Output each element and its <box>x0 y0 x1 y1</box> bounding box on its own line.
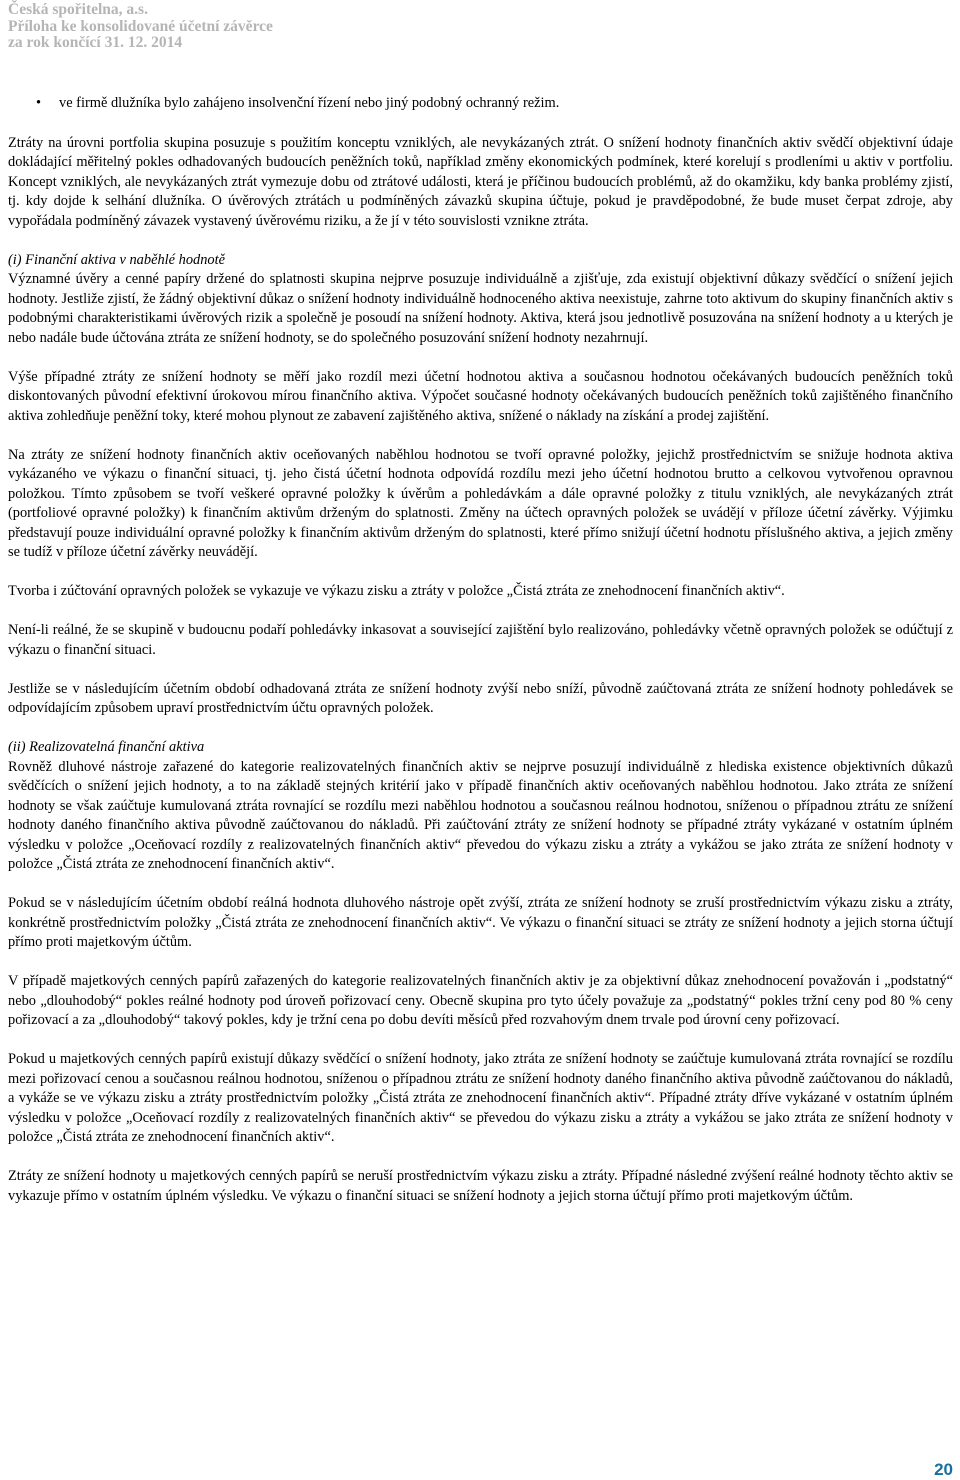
document-body <box>8 94 953 1226</box>
bullet-text: ve firmě dlužníka bylo zahájeno insolvenční řízení nebo jiný podobný ochranný režim. <box>59 95 560 111</box>
paragraph-debt-reversal: Pokud se v následujícím účetním období reálná hodnota dluhového nástroje opět zvýší, ztráta ze snížení hodnoty se zruší prostřednictvím výkazu zisku a ztráty, konkrétně prostřednictvím položky „Čistá ztráta ze znehodnocení finančních aktiv“. Ve výkazu o finanční situaci se ztráty ze snížení hodnoty a jejich storna účtují přímo proti majetkovým účtům. <box>8 895 953 950</box>
section-heading-available-for-sale: (ii) Realizovatelná finanční aktiva <box>8 739 205 755</box>
header-company-name: Česká spořitelna, a.s. <box>8 1 148 18</box>
paragraph-equity-impairment: Pokud u majetkových cenných papírů existují důkazy svědčící o snížení hodnoty, jako ztráta ze snížení hodnoty se zaúčtuje kumulovaná ztráta rovnající se rozdílu mezi pořizovací cenou a současnou reálnou hodnotou, sníženou o případnou ztrátu ze snížení hodnoty daného finančního aktiva původně zaúčtovanou do nákladů, a vykáže se ve výkazu zisku a ztráty prostřednictvím položky „Čistá ztráta ze znehodnocení finančních aktiv“. Případné ztráty dříve vykázané v ostatním úplném výsledku v položce „Oceňovací rozdíly z realizovatelných finančních aktiv“ se převedou do výkazu zisku a ztráty a vykážou se jako ztráta ze snížení hodnoty v položce „Čistá ztráta ze znehodnocení finančních aktiv“. <box>8 1051 953 1145</box>
header-document-title: Příloha ke konsolidované účetní závěrce <box>8 17 273 35</box>
paragraph-portfolio-losses: Ztráty na úrovni portfolia skupina posuzuje s použitím konceptu vzniklých, ale nevykázaných ztrát. O snížení hodnoty finančních aktiv svědčí objektivní údaje dokládající měřitelný pokles odhadovaných budoucích peněžních toků, například změny ekonomických podmínek, které korelují s prodleními u aktiv v portfoliu. Koncept vzniklých, ale nevykázaných ztrát vymezuje dobu od ztrátové události, která je příčinou budoucích problémů, až do okamžiku, kdy banka problémy zjistí, tj. kdy dojde k selhání dlužníka. O úvěrových ztrátách u podmíněných závazků skupina účtuje, pokud je pravděpodobné, že bude muset čerpat zdroje, aby vypořádala podmíněný závazek vystavený úvěrovému riziku, a že jí v této souvislosti vznikne ztráta. <box>8 134 953 229</box>
paragraph-debt-instruments: Rovněž dluhové nástroje zařazené do kategorie realizovatelných finančních aktiv se nejprve posuzují individuálně z hlediska existence objektivních důkazů svědčících o snížení jejich hodnoty, a to na základě stejných kritérií jako v případě finančních aktiv oceňovaných naběhlou hodnotou. Jako ztráta ze snížení hodnoty se však zaúčtuje kumulovaná ztráta rovnající se rozdílu mezi naběhlou hodnotou a současnou reálnou hodnotou, sníženou o případnou ztrátu ze snížení hodnoty daného finančního aktiva původně zaúčtovanou do nákladů. Při zaúčtování ztráty ze snížení hodnoty se případné ztráty vykázané v ostatním úplném výsledku v položce „Oceňovací rozdíly z realizovatelných finančních aktiv“ převedou do výkazu zisku a ztráty a vykážou se jako ztráta ze snížení hodnoty v položce „Čistá ztráta ze znehodnocení finančních aktiv“. <box>8 758 953 872</box>
paragraph-loss-measurement: Výše případné ztráty ze snížení hodnoty se měří jako rozdíl mezi účetní hodnotou aktiva a současnou hodnotou očekávaných budoucích peněžních toků diskontovaných původní efektivní úrokovou mírou finančního aktiva. Výpočet současné hodnoty očekávaných budoucích peněžních toků zajištěného finančního aktiva zohledňuje peněžní toky, které mohou plynout ze zabavení zajištěného aktiva, snížené o náklady na získání a prodej zajištění. <box>8 368 953 424</box>
paragraph-individual-assessment: Významné úvěry a cenné papíry držené do splatnosti skupina nejprve posuzuje individuálně a zjišťuje, zda existují objektivní důkazy svědčící o snížení jejich hodnoty. Jestliže zjistí, že žádný objektivní důkaz o snížení hodnoty individuálně hodnoceného aktiva neexistuje, zahrne toto aktivum do skupiny finančních aktiv s podobnými charakteristikami úvěrových rizik a společně je posoudí na snížení hodnoty. Aktiva, která jsou jednotlivě posuzována na snížení hodnoty a u kterých je nebo nadále bude účtována ztráta ze snížení hodnoty, se do společného posuzování snížení hodnoty nezahrnují. <box>8 271 953 346</box>
paragraph-equity-no-reversal: Ztráty ze snížení hodnoty u majetkových cenných papírů se neruší prostřednictvím výkazu zisku a ztráty. Případné následné zvýšení reálné hodnoty těchto aktiv se vykazuje přímo v ostatním úplném výsledku. Ve výkazu o finanční situaci se snížení hodnoty a jejich storna účtují přímo proti majetkovým účtům. <box>8 1168 953 1204</box>
section-heading-amortized-cost: (i) Finanční aktiva v naběhlé hodnotě <box>8 251 225 268</box>
header-period: za rok končící 31. 12. 2014 <box>8 34 183 51</box>
page-number: 20 <box>934 1460 953 1479</box>
document-header <box>8 2 273 52</box>
paragraph-allowances: Na ztráty ze snížení hodnoty finančních aktiv oceňovaných naběhlou hodnotou se tvoří opravné položky, jejichž prostřednictvím se snižuje hodnota aktiva vykázaného ve výkazu o finanční situaci, tj. jeho čistá účetní hodnota odpovídá rozdílu mezi jeho účetní hodnotou brutto a celkovou vytvořenou opravnou položkou. Tímto způsobem se tvoří veškeré opravné položky k úvěrům a pohledávkám a dále opravné položky z titulu vzniklých, ale nevykázaných ztrát (portfoliové opravné položky) k finančním aktivům drženým do splatnosti. Změny na účtech opravných položek se uvádějí v příloze účetní závěrky. Výjimku představují pouze individuální opravné položky k finančním aktivům drženým do splatnosti, které přímo snižují účetní hodnotu příslušného aktiva, a jejich změny se tudíž v příloze účetní závěrky neuvádějí. <box>8 446 953 560</box>
paragraph-equity-evidence: V případě majetkových cenných papírů zařazených do kategorie realizovatelných finančních aktiv je za objektivní důkaz znehodnocení považován i „podstatný“ nebo „dlouhodobý“ pokles reálné hodnoty pod úroveň pořizovací ceny. Obecně skupina pro tyto účely považuje za „podstatný“ pokles tržní ceny pod 80 % ceny pořizovací a za „dlouhodobý“ takový pokles, kdy je tržní cena po dobu devíti měsíců před rozvahovým dnem trvale pod úrovní ceny pořizovací. <box>8 973 953 1028</box>
section-amortized-cost <box>8 251 953 349</box>
paragraph-allowance-reporting: Tvorba i zúčtování opravných položek se vykazuje ve výkazu zisku a ztráty v položce „Čistá ztráta ze znehodnocení finančních aktiv“. <box>8 583 785 599</box>
paragraph-subsequent-change: Jestliže se v následujícím účetním období odhadovaná ztráta ze snížení hodnoty zvýší nebo sníží, původně zaúčtovaná ztráta ze snížení hodnoty pohledávek se odpovídajícím způsobem upraví prostřednictvím účtu opravných položek. <box>8 680 953 716</box>
section-available-for-sale <box>8 738 953 875</box>
bullet-icon: • <box>36 95 42 111</box>
bullet-list-item <box>8 94 953 114</box>
paragraph-write-off: Není-li reálné, že se skupině v budoucnu podaří pohledávky inkasovat a související zajištění bylo realizováno, pohledávky včetně opravných položek se odúčtují z výkazu o finanční situaci. <box>8 622 953 658</box>
